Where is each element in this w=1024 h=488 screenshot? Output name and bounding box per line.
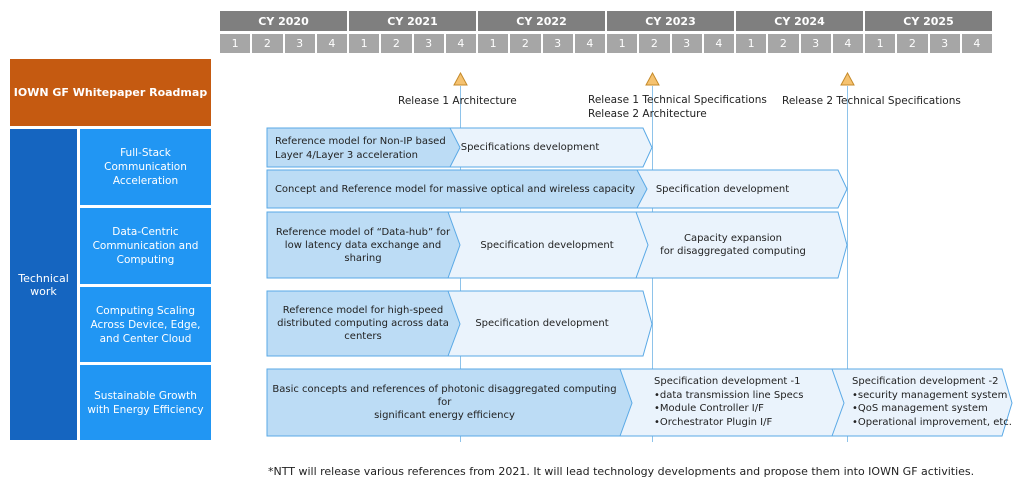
quarter-cell: 3 [414,34,444,53]
row-label-line: Computing [116,254,175,266]
quarter-cell: 2 [510,34,540,53]
quarter-cell: 4 [704,34,734,53]
year-cy-2023: CY 2023 [607,11,734,31]
quarter-cell: 1 [736,34,766,53]
quarter-cell: 1 [607,34,637,53]
csa-ref-text: Reference model for high-speed distributed computing across data centers [277,305,449,342]
fsa-ref-text: Reference model for Non-IP based Layer 4/Layer 3 acceleration [275,136,446,161]
technical-work-line2: work [30,284,57,298]
year-cy-2024: CY 2024 [736,11,863,31]
quarter-cell: 2 [768,34,798,53]
year-cy-2020: CY 2020 [220,11,347,31]
row-label-line: Acceleration [112,175,179,187]
row-label-line: with Energy Efficiency [87,403,204,416]
dcc-ref-text: Reference model of “Data-hub” for low latency data exchange and sharing [275,226,451,264]
quarter-cell: 3 [285,34,315,53]
technical-work-line1: Technical [18,271,69,285]
quarter-cell: 2 [381,34,411,53]
quarter-cell: 3 [930,34,960,53]
quarter-cell: 3 [672,34,702,53]
sge-spec2-text: Specification development -2 •security management system •QoS management system •Operational improvement, etc. [852,376,1012,428]
quarter-cell: 1 [349,34,379,53]
quarter-cell: 1 [865,34,895,53]
row-label-line: Communication [104,161,187,173]
row-label-line: Data-Centric [112,226,179,238]
year-cy-2025: CY 2025 [865,11,992,31]
quarter-cell: 2 [252,34,282,53]
quarter-cell: 3 [543,34,573,53]
quarter-cell: 4 [833,34,863,53]
row-label-line: Full-Stack [120,147,171,159]
quarter-cell: 3 [801,34,831,53]
sge-spec1-text: Specification development -1 •data transmission line Specs •Module Controller I/F •Orchestrator Plugin I/F [654,376,804,428]
quarter-cell: 2 [897,34,927,53]
fsa-concept-spec-text: Specification development [655,183,790,195]
milestone-label-1: Release 1 Architecture [398,95,517,107]
roadmap-header-text: IOWN GF Whitepaper Roadmap [13,86,208,99]
footnote: *NTT will release various references from 2021. It will lead technology developments and propose them into IOWN GF activities. [268,465,975,478]
quarter-cell: 4 [317,34,347,53]
row-label-line: Communication and [92,240,199,252]
dcc-spec-text: Specification development [480,239,614,251]
quarter-cell: 1 [478,34,508,53]
quarter-cell: 4 [962,34,992,53]
fsa-spec-text: Specifications development [460,142,600,153]
row-label-line: Computing Scaling [95,304,195,317]
year-cy-2021: CY 2021 [349,11,476,31]
quarter-cell: 1 [220,34,250,53]
fsa-concept-text: Concept and Reference model for massive optical and wireless capacity [274,183,636,195]
quarter-cell: 4 [446,34,476,53]
row-label-line: Sustainable Growth [94,389,197,402]
row-label-line: Across Device, Edge, [90,318,201,331]
milestone-label-2: Release 1 Technical Specifications Release 2 Architecture [588,94,767,120]
milestone-label-3: Release 2 Technical Specifications [782,95,961,107]
dcc-capacity-text: Capacity expansion for disaggregated computing [660,233,806,257]
quarter-cell: 4 [575,34,605,53]
sge-basic-text: Basic concepts and references of photonic disaggregated computing for significant energy efficiency [272,384,617,421]
year-cy-2022: CY 2022 [478,11,605,31]
csa-spec-text: Specification development [475,318,609,329]
row-label-line: and Center Cloud [99,332,192,345]
quarter-cell: 2 [639,34,669,53]
